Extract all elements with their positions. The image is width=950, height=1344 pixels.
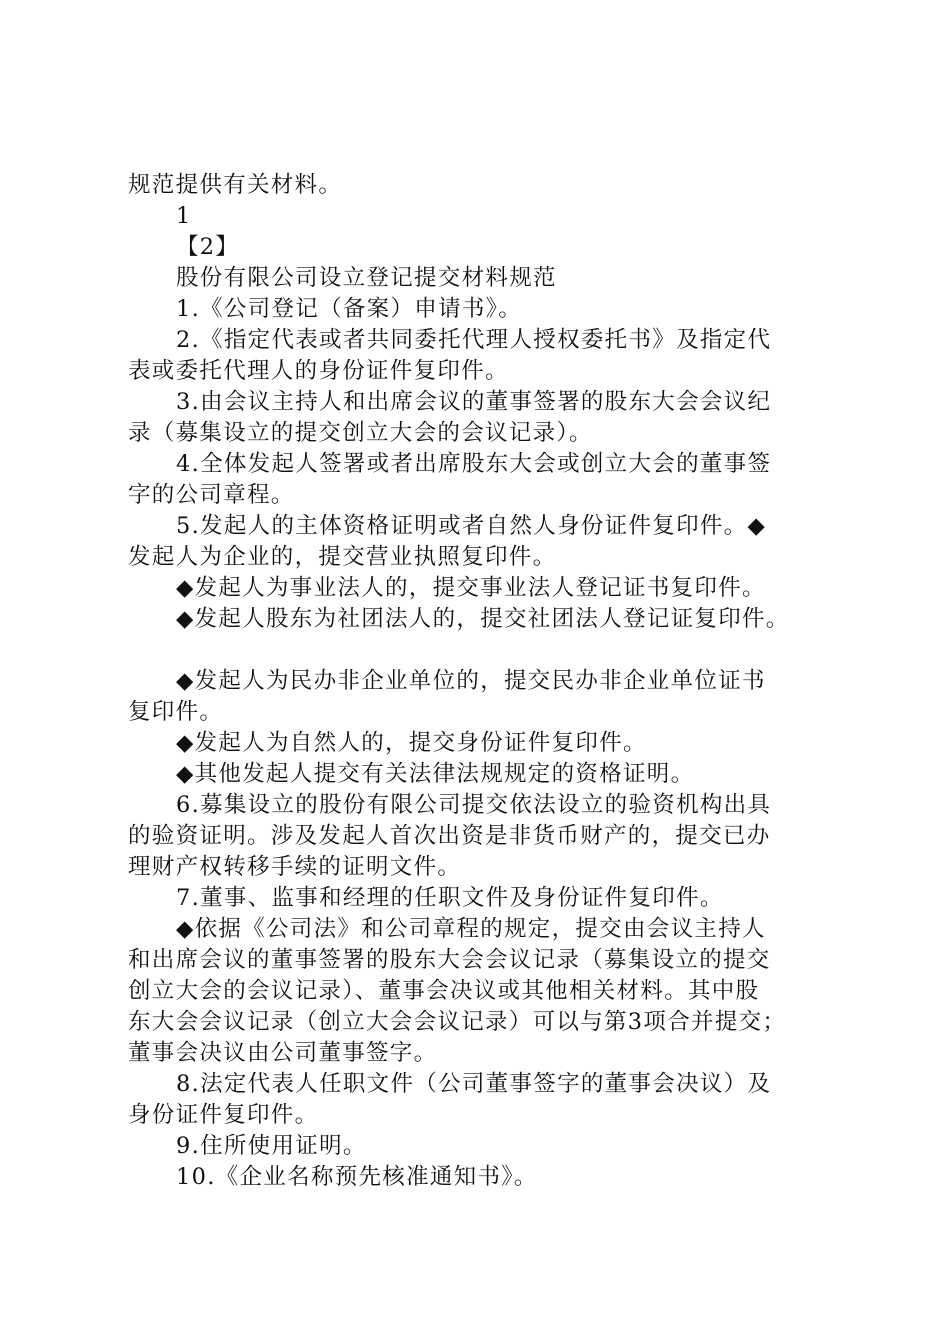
blank-line [128, 635, 840, 666]
list-item-6-cont: 的验资证明。涉及发起人首次出资是非货币财产的，提交已办 [128, 823, 771, 849]
document-body [128, 170, 840, 1193]
bullet-item: ◆其他发起人提交有关法律法规规定的资格证明。 [176, 761, 695, 787]
section-marker: 【2】 [176, 234, 240, 260]
list-item-2: 2.《指定代表或者共同委托代理人授权委托书》及指定代 [176, 327, 772, 353]
list-item-2-cont: 表或委托代理人的身份证件复印件。 [128, 358, 509, 384]
bullet-item-cont: 复印件。 [128, 699, 224, 725]
list-item-1: 1.《公司登记（备案）申请书》。 [176, 296, 523, 322]
list-item-3-cont: 录（募集设立的提交创立大会的会议记录）。 [128, 420, 593, 446]
bullet-item: ◆依据《公司法》和公司章程的规定，提交由会议主持人 [176, 916, 766, 942]
text-line: 规范提供有关材料。 [128, 172, 343, 198]
bullet-item-cont: 董事会决议由公司董事签字。 [128, 1040, 438, 1066]
page-number: 1 [176, 203, 192, 229]
list-item-5: 5.发起人的主体资格证明或者自然人身份证件复印件。◆ [176, 513, 767, 539]
list-item-4: 4.全体发起人签署或者出席股东大会或创立大会的董事签 [176, 451, 772, 477]
bullet-item-cont: 东大会会议记录（创立大会会议记录）可以与第3项合并提交； [128, 1009, 787, 1035]
list-item-7: 7.董事、监事和经理的任职文件及身份证件复印件。 [176, 885, 724, 911]
list-item-10: 10.《企业名称预先核准通知书》。 [176, 1164, 538, 1190]
list-item-9: 9.住所使用证明。 [176, 1133, 367, 1159]
bullet-item: ◆发起人为自然人的，提交身份证件复印件。 [176, 730, 647, 756]
bullet-item-cont: 创立大会的会议记录）、董事会决议或其他相关材料。其中股 [128, 978, 760, 1004]
list-item-3: 3.由会议主持人和出席会议的董事签署的股东大会会议纪 [176, 389, 772, 415]
list-item-5-cont: 发起人为企业的，提交营业执照复印件。 [128, 544, 557, 570]
section-title: 股份有限公司设立登记提交材料规范 [176, 265, 557, 291]
bullet-item-cont: 和出席会议的董事签署的股东大会会议记录（募集设立的提交 [128, 947, 771, 973]
list-item-6-cont: 理财产权转移手续的证明文件。 [128, 854, 462, 880]
list-item-6: 6.募集设立的股份有限公司提交依法设立的验资机构出具 [176, 792, 772, 818]
list-item-8: 8.法定代表人任职文件（公司董事签字的董事会决议）及 [176, 1071, 772, 1097]
list-item-8-cont: 身份证件复印件。 [128, 1102, 319, 1128]
bullet-item: ◆发起人为事业法人的，提交事业法人登记证书复印件。 [176, 575, 766, 601]
bullet-item: ◆发起人股东为社团法人的，提交社团法人登记证复印件。 [176, 606, 790, 632]
bullet-item: ◆发起人为民办非企业单位的，提交民办非企业单位证书 [176, 668, 766, 694]
list-item-4-cont: 字的公司章程。 [128, 482, 295, 508]
